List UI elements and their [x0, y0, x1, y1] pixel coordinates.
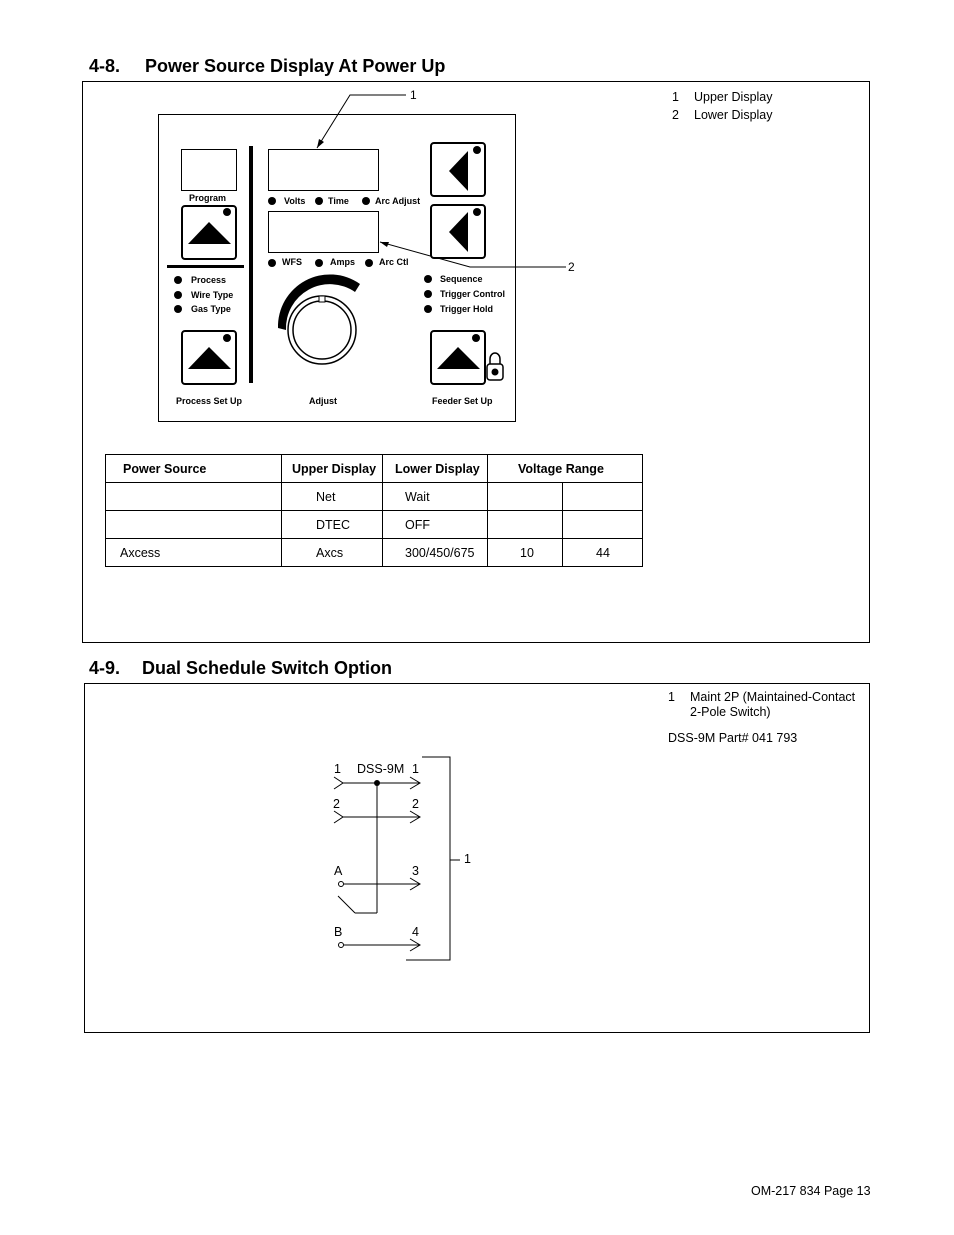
schematic-title: DSS-9M [357, 762, 405, 776]
legend-item: 1 Upper Display [672, 90, 773, 104]
led-label-gas-type: Gas Type [191, 304, 231, 314]
section-49-number: 4-9. [89, 658, 121, 678]
schematic-left-b: B [334, 925, 343, 939]
header-upper-display: Upper Display [282, 455, 383, 483]
schematic-left-a: A [334, 864, 343, 878]
section-48-title-text: Power Source Display At Power Up [145, 56, 446, 76]
led-label-arc-ctl: Arc Ctl [379, 257, 409, 267]
schematic-right-2: 2 [412, 797, 419, 811]
led-label-volts: Volts [284, 196, 306, 206]
schematic-bracket-label: 1 [464, 852, 471, 866]
program-label: Program [189, 193, 227, 203]
table-row: Axcess Axcs 300/450/675 10 44 [106, 539, 643, 567]
header-power-source: Power Source [106, 455, 282, 483]
callout-number-upper: 1 [410, 88, 417, 102]
input-1-arrow [334, 777, 343, 789]
header-lower-display: Lower Display [383, 455, 488, 483]
contact-a [339, 882, 344, 887]
led-label-trigger-hold: Trigger Hold [440, 304, 494, 314]
section-49-title-text: Dual Schedule Switch Option [142, 658, 393, 678]
led-label-wire-type: Wire Type [191, 290, 234, 300]
schematic-right-1: 1 [412, 762, 419, 776]
schematic-left-2: 2 [333, 797, 340, 811]
legend-item: 2 Lower Display [672, 108, 773, 122]
process-setup-label: Process Set Up [176, 396, 243, 406]
header-voltage-range: Voltage Range [488, 455, 643, 483]
schematic-left-1: 1 [334, 762, 341, 776]
table-row: Net Wait [106, 483, 643, 511]
led-label-amps: Amps [330, 257, 356, 267]
input-2-arrow [334, 811, 343, 823]
led-label-trigger-control: Trigger Control [440, 289, 505, 299]
led-label-wfs: WFS [282, 257, 302, 267]
feeder-setup-label: Feeder Set Up [432, 396, 493, 406]
led-label-process: Process [191, 275, 227, 285]
schematic-right-3: 3 [412, 864, 419, 878]
schematic-right-4: 4 [412, 925, 419, 939]
contact-b [339, 943, 344, 948]
callout-number-lower: 2 [568, 260, 575, 274]
led-label-arc-adjust: Arc Adjust [375, 196, 421, 206]
adjust-label: Adjust [309, 396, 337, 406]
section-48-number: 4-8. [89, 56, 121, 76]
page-footer: OM-217 834 Page 13 [751, 1184, 871, 1198]
led-label-time: Time [328, 196, 349, 206]
switch-blade [338, 896, 355, 913]
part-number-line: DSS-9M Part# 041 793 [668, 731, 798, 745]
table-row: DTEC OFF [106, 511, 643, 539]
led-label-sequence: Sequence [440, 274, 483, 284]
legend-item: 1 Maint 2P (Maintained-Contact 2-Pole Switch) [668, 690, 856, 719]
